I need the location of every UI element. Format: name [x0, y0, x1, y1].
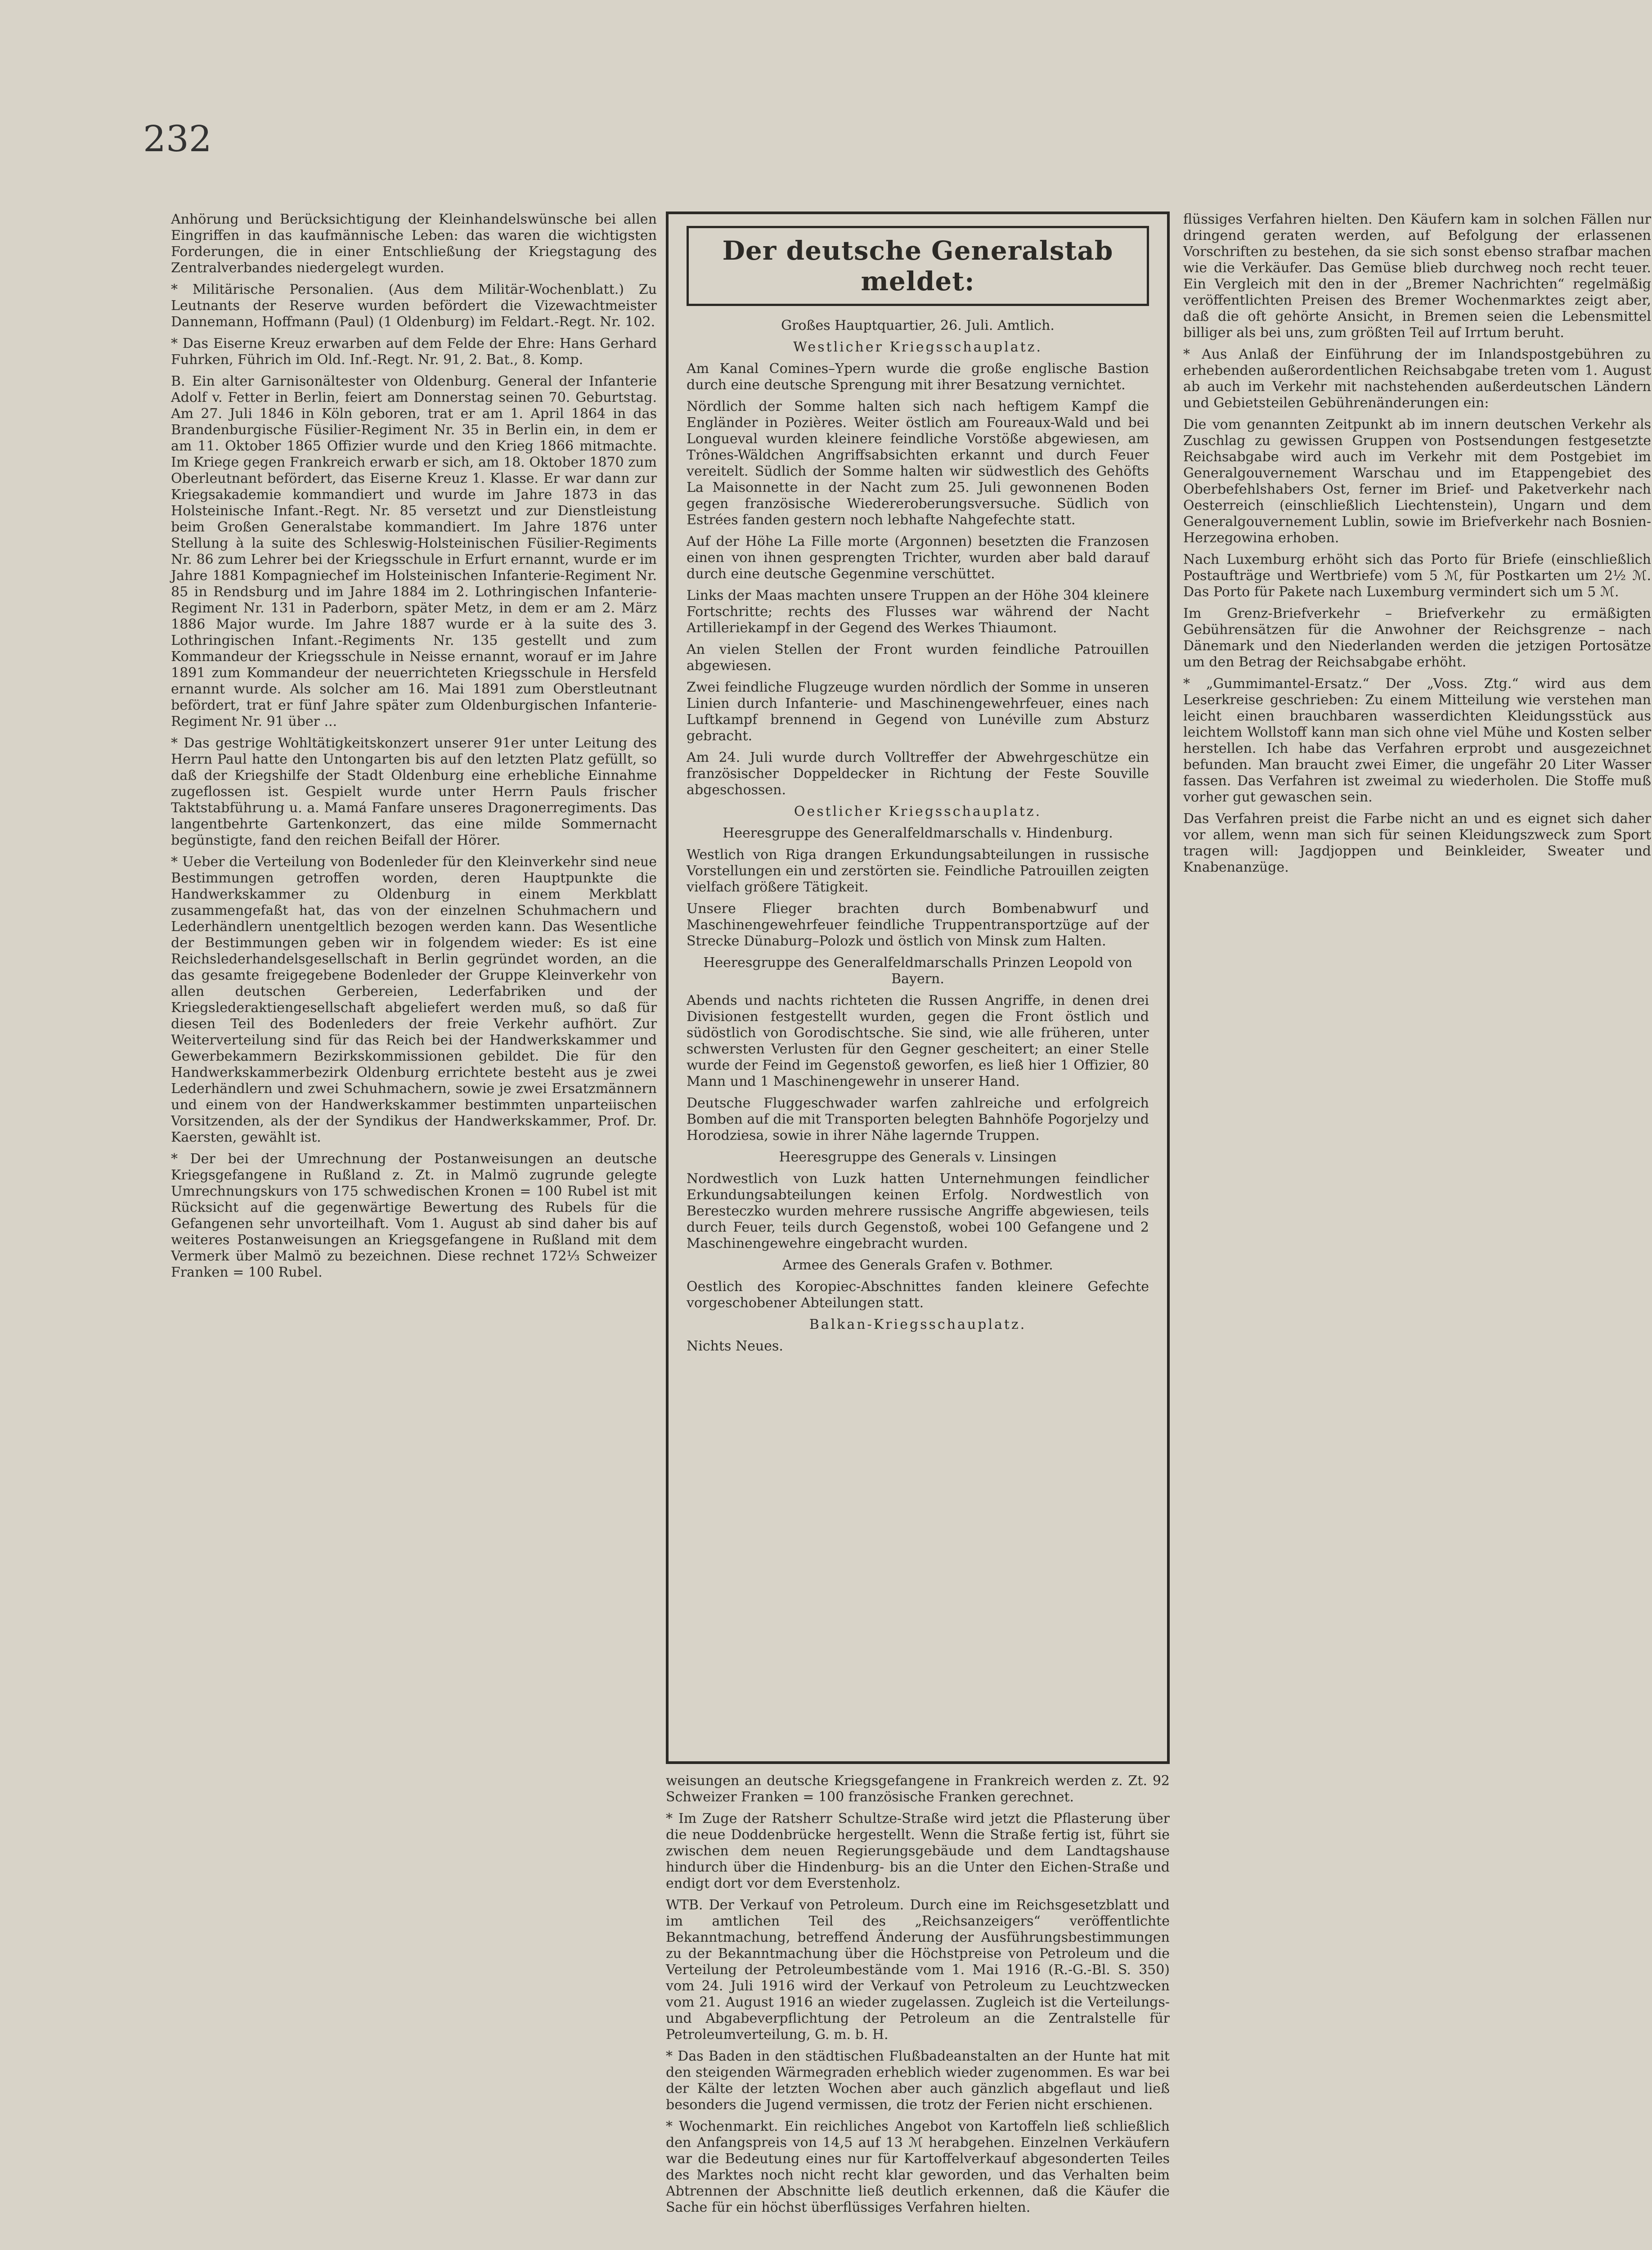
paragraph: Nordwestlich von Luzk hatten Unternehmungen feindlicher Erkundungsabteilungen keinen Erfolg. Nordwestlich von Beresteczko wurden mehrere russische Angriffe abgewiesen, teils durch Feuer, teils durch Gegenstoß, wobei 100 Gefangene und 2 Maschinengewehre eingebracht wurden.	[687, 1171, 1149, 1251]
army-group-heading: Heeresgruppe des Generals v. Linsingen	[779, 1149, 1057, 1165]
paragraph: Zwei feindliche Flugzeuge wurden nördlich der Somme in unseren Linien durch Infanterie- und Maschinengewehrfeuer, eines nach Luftkampf brennend in Gegend von Lunéville zum Absturz gebracht.	[687, 680, 1149, 744]
paragraph: weisungen an deutsche Kriegsgefangene in Frankreich werden z. Zt. 92 Schweizer Franken = 100 französische Franken gerechnet.	[666, 1773, 1170, 1805]
army-group-heading: Heeresgruppe des Generalfeldmarschalls v. Hindenburg.	[723, 825, 1113, 841]
report-title: Der deutsche Generalstab meldet:	[687, 226, 1149, 306]
paragraph: * Das gestrige Wohltätigkeitskonzert unserer 91er unter Leitung des Herrn Paul hatte den Untongarten bis auf den letzten Platz gefüllt, so daß der Kriegshilfe der Stadt Oldenburg eine erhebliche Einnahme zugeflossen ist. Gespielt wurde unter Herrn Pauls frischer Taktstabführung u. a. Mamá Fanfare unseres Dragonerregiments. Das langentbehrte Gartenkonzert, das eine milde Sommernacht begünstigte, fand den reichen Beifall der Hörer.	[171, 735, 657, 848]
section-heading-western: Westlicher Kriegsschauplatz.	[793, 339, 1043, 355]
army-heading: Armee des Generals Grafen v. Bothmer.	[782, 1257, 1053, 1273]
general-staff-report-box	[666, 212, 1170, 1764]
paragraph: * „Gummimantel-Ersatz.“ Der „Voss. Ztg.“ wird aus dem Leserkreise geschrieben: Zu einem Mitteilung wie verstehen man leicht einen brauchbaren wasserdichten Kleidungsstück aus leichtem Wollstoff kann man sich ohne viel Mühe und Kosten selber herstellen. Ich habe das Verfahren erprobt und ausgezeichnet befunden. Man braucht zwei Eimer, die ungefähr 20 Liter Wasser fassen. Das Verfahren ist zweimal zu wiederholen. Die Stoffe muß vorher gut gewaschen sein.	[1183, 676, 1651, 805]
paragraph: Im Grenz-Briefverkehr – Briefverkehr zu ermäßigten Gebührensätzen für die Anwohner der Reichsgrenze – nach Dänemark und den Niederlanden werden die jetzigen Portosätze um den Betrag der Reichsabgabe erhöht.	[1183, 606, 1651, 670]
report-dateline: Großes Hauptquartier, 26. Juli. Amtlich.	[781, 318, 1055, 333]
paragraph: Die vom genannten Zeitpunkt ab im innern deutschen Verkehr als Zuschlag zu gewissen Gruppen von Postsendungen festgesetzte Reichsabgabe wird auch im Verkehr mit dem Postgebiet im Generalgouvernement Warschau und im Etappengebiet des Oberbefehlshabers Ost, ferner im Brief- und Paketverkehr nach Oesterreich (einschließlich Liechtenstein), Ungarn und dem Generalgouvernement Lublin, sowie im Briefverkehr nach Bosnien-Herzegowina erhoben.	[1183, 417, 1651, 546]
paragraph: * Ueber die Verteilung von Bodenleder für den Kleinverkehr sind neue Bestimmungen getroffen worden, deren Hauptpunkte die Handwerkskammer zu Oldenburg in einem Merkblatt zusammengefaßt hat, das von der einzelnen Schuhmachern und Lederhändlern unentgeltlich bezogen werden kann. Das Wesentliche der Bestimmungen geben wir in folgendem wieder: Es ist eine Reichslederhandelsgesellschaft in Berlin gegründet worden, an die das gesamte freigegebene Bodenleder der Gruppe Kleinverkehr von allen deutschen Gerbereien, Lederfabriken und der Kriegslederaktiengesellschaft abgeliefert werden muß, so daß für diesen Teil des Bodenleders der freie Verkehr aufhört. Zur Weiterverteilung sind für das Reich bei der Handwerkskammer und Gewerbekammern Bezirkskommissionen gebildet. Die für den Handwerkskammerbezirk Oldenburg errichtete besteht aus je zwei Lederhändlern und zwei Schuhmachern, sowie je zwei Ersatzmännern und einem von der Handwerkskammer bestimmten unparteiischen Vorsitzenden, als der der Syndikus der Handwerkskammer, Prof. Dr. Kaersten, gewählt ist.	[171, 854, 657, 1145]
middle-column-bottom	[666, 1773, 1170, 2221]
paragraph: WTB. Der Verkauf von Petroleum. Durch eine im Reichsgesetzblatt und im amtlichen Teil des „Reichsanzeigers“ veröffentlichte Bekanntmachung, betreffend Änderung der Ausführungsbestimmungen zu der Bekanntmachung über die Höchstpreise von Petroleum und die Verteilung der Petroleumbestände vom 1. Mai 1916 (R.-G.-Bl. S. 350) vom 24. Juli 1916 wird der Verkauf von Petroleum zu Leuchtzwecken vom 21. August 1916 an wieder zugelassen. Zugleich ist die Verteilungs- und Abgabeverpflichtung der Petroleum an die Zentralstelle für Petroleumverteilung, G. m. b. H.	[666, 1897, 1170, 2043]
paragraph: Das Verfahren preist die Farbe nicht an und es eignet sich daher vor allem, wenn man sich für seinen Kleidungszweck zum Sport tragen will: Jagdjoppen und Beinkleider, Sweater und Knabenanzüge.	[1183, 811, 1651, 875]
paragraph: Deutsche Fluggeschwader warfen zahlreiche und erfolgreich Bomben auf die mit Transporten belegten Bahnhöfe Pogorjelzy und Horodziesa, sowie in ihrer Nähe lagernde Truppen.	[687, 1095, 1149, 1143]
paragraph: * Aus Anlaß der Einführung der im Inlandspostgebühren zu erhebenden außerordentlichen Reichsabgabe treten vom 1. August ab auch im Verkehr mit nachstehenden außerdeutschen Ländern und Gebietsteilen Gebührenänderungen ein:	[1183, 346, 1651, 411]
section-heading-balkan: Balkan-Kriegsschauplatz.	[809, 1317, 1027, 1332]
section-heading-eastern: Oestlicher Kriegsschauplatz.	[794, 804, 1042, 819]
paragraph: Nach Luxemburg erhöht sich das Porto für Briefe (einschließlich Postaufträge und Wertbriefe) vom 5 ℳ, für Postkarten um 2½ ℳ. Das Porto für Pakete nach Luxemburg vermindert sich um 5 ℳ.	[1183, 552, 1651, 600]
paragraph: Links der Maas machten unsere Truppen an der Höhe 304 kleinere Fortschritte; rechts des Flusses war während der Nacht Artilleriekampf in der Gegend des Werkes Thiaumont.	[687, 588, 1149, 636]
paragraph: * Im Zuge der Ratsherr Schultze-Straße wird jetzt die Pflasterung über die neue Doddenbrücke hergestellt. Wenn die Straße fertig ist, führt sie zwischen dem neuen Regierungsgebäude und dem Landtagshause hindurch über die Hindenburg- bis an die Unter den Eichen-Straße und endigt dort vor dem Everstenholz.	[666, 1811, 1170, 1891]
paragraph: Westlich von Riga drangen Erkundungsabteilungen in russische Vorstellungen ein und zerstörten sie. Feindliche Patrouillen zeigten vielfach größere Tätigkeit.	[687, 847, 1149, 895]
left-column	[171, 212, 657, 1286]
paragraph: Nichts Neues.	[687, 1338, 783, 1354]
army-group-heading: Heeresgruppe des Generalfeldmarschalls Prinzen Leopold von Bayern.	[703, 955, 1132, 987]
paragraph: Oestlich des Koropiec-Abschnittes fanden kleinere Gefechte vorgeschobener Abteilungen statt.	[687, 1279, 1149, 1311]
paragraph: * Das Baden in den städtischen Flußbadeanstalten an der Hunte hat mit den steigenden Wärmegraden erheblich wieder zugenommen. Es war bei der Kälte der letzten Wochen aber auch gänzlich abgeflaut und ließ besonders die Jugend vermissen, die trotz der Ferien nicht erschienen.	[666, 2048, 1170, 2113]
paragraph: Am 24. Juli wurde durch Volltreffer der Abwehrgeschütze ein französischer Doppeldecker in Richtung der Feste Souville abgeschossen.	[687, 750, 1149, 798]
paragraph: An vielen Stellen der Front wurden feindliche Patrouillen abgewiesen.	[687, 642, 1149, 674]
paragraph: flüssiges Verfahren hielten. Den Käufern kam in solchen Fällen nur dringend geraten werden, auf Befolgung der erlassenen Vorschriften zu bestehen, da sie sich sonst ebenso strafbar machen wie die Verkäufer. Das Gemüse blieb durchweg noch recht teuer. Ein Vergleich mit den in der „Bremer Nachrichten“ regelmäßig veröffentlichten Preisen des Bremer Wochenmarktes zeigt aber, daß die oft gehörte Ansicht, in Bremen seien die Lebensmittel billiger als bei uns, zum größten Teil auf Irrtum beruht.	[1183, 212, 1651, 341]
page-number: 232	[143, 118, 212, 160]
paragraph: * Militärische Personalien. (Aus dem Militär-Wochenblatt.) Zu Leutnants der Reserve wurden befördert die Vizewachtmeister Dannemann, Hoffmann (Paul) (1 Oldenburg) im Feldart.-Regt. Nr. 102.	[171, 282, 657, 330]
paragraph: Nördlich der Somme halten sich nach heftigem Kampf die Engländer in Pozières. Weiter östlich am Foureaux-Wald und bei Longueval wurden kleinere feindliche Vorstöße abgewiesen, am Trônes-Wäldchen Angriffsabsichten erkannt und durch Feuer vereitelt. Südlich der Somme halten wir südwestlich des Gehöfts La Maisonnette in der Nacht zum 25. Juli gewonnenen Boden gegen französische Wiedereroberungsversuche. Südlich von Estrées fanden gestern noch lebhafte Nahgefechte statt.	[687, 399, 1149, 528]
paragraph: * Das Eiserne Kreuz erwarben auf dem Felde der Ehre: Hans Gerhard Fuhrken, Führich im Old. Inf.-Regt. Nr. 91, 2. Bat., 8. Komp.	[171, 336, 657, 368]
paragraph: * Wochenmarkt. Ein reichliches Angebot von Kartoffeln ließ schließlich den Anfangspreis von 14,5 auf 13 ℳ herabgehen. Einzelnen Verkäufern war die Bedeutung eines nur für Kartoffelverkauf abgesonderten Teiles des Marktes noch nicht recht klar geworden, und das Verhalten beim Abtrennen der Abschnitte ließ deutlich erkennen, daß die Käufer die Sache für ein höchst überflüssiges Verfahren hielten.	[666, 2119, 1170, 2215]
paragraph: B. Ein alter Garnisonältester von Oldenburg. General der Infanterie Adolf v. Fetter in Berlin, feiert am Donnerstag seinen 70. Geburtstag. Am 27. Juli 1846 in Köln geboren, trat er am 1. April 1864 in das Brandenburgische Füsilier-Regiment Nr. 35 in Berlin ein, in dem er am 11. Oktober 1865 Offizier wurde und den Krieg 1866 mitmachte. Im Kriege gegen Frankreich erwarb er sich, am 18. Oktober 1870 zum Oberleutnant befördert, das Eiserne Kreuz 1. Klasse. Er war dann zur Kriegsakademie kommandiert und wurde im Jahre 1873 in das Holsteinische Infant.-Regt. Nr. 85 versetzt und zur Dienstleistung beim Großen Generalstabe kommandiert. Im Jahre 1876 unter Stellung à la suite des Schleswig-Holsteinischen Füsilier-Regiments Nr. 86 zum Lehrer bei der Kriegsschule in Erfurt ernannt, wurde er im Jahre 1881 Kompagniechef im Holsteinischen Infanterie-Regiment Nr. 85 in Rendsburg und im Jahre 1884 im 2. Lothringischen Infanterie-Regiment Nr. 131 in Paderborn, später Metz, in dem er am 2. März 1886 Major wurde. Im Jahre 1887 wurde er à la suite des 3. Lothringischen Infant.-Regiments Nr. 135 gestellt und zum Kommandeur der Kriegsschule in Neisse ernannt, worauf er im Jahre 1891 zum Kommandeur der neuerrichteten Kriegsschule in Hersfeld ernannt wurde. Als solcher am 16. Mai 1891 zum Oberstleutnant befördert, trat er fünf Jahre später zum Oldenburgischen Infanterie-Regiment Nr. 91 über ...	[171, 374, 657, 729]
paragraph: Abends und nachts richteten die Russen Angriffe, in denen drei Divisionen festgestellt wurden, gegen die Front östlich und südöstlich von Gorodischtsche. Sie sind, wie alle früheren, unter schwersten Verlusten für den Gegner gescheitert; an einer Stelle wurde der Feind im Gegenstoß geworfen, es ließ hier 1 Offizier, 80 Mann und 1 Maschinengewehr in unserer Hand.	[687, 993, 1149, 1089]
paragraph: Unsere Flieger brachten durch Bombenabwurf und Maschinengewehrfeuer feindliche Truppentransportzüge auf der Strecke Dünaburg–Polozk und östlich von Minsk zum Halten.	[687, 901, 1149, 949]
right-column	[1183, 212, 1651, 881]
paragraph: * Der bei der Umrechnung der Postanweisungen an deutsche Kriegsgefangene in Rußland z. Zt. in Malmö zugrunde gelegte Umrechnungskurs von 175 schwedischen Kronen = 100 Rubel ist mit Rücksicht auf die gegenwärtige Bewertung des Rubels für die Gefangenen sehr unvorteilhaft. Vom 1. August ab sind daher bis auf weiteres Postanweisungen an Kriegsgefangene in Rußland mit dem Vermerk über Malmö zu bezeichnen. Diese rechnet 172⅓ Schweizer Franken = 100 Rubel.	[171, 1151, 657, 1280]
paragraph: Anhörung und Berücksichtigung der Kleinhandelswünsche bei allen Eingriffen in das kaufmännische Leben: das waren die wichtigsten Forderungen, die in einer Entschließung der Kriegstagung des Zentralverbandes niedergelegt wurden.	[171, 212, 657, 276]
paragraph: Am Kanal Comines–Ypern wurde die große englische Bastion durch eine deutsche Sprengung mit ihrer Besatzung vernichtet.	[687, 361, 1149, 393]
paragraph: Auf der Höhe La Fille morte (Argonnen) besetzten die Franzosen einen von ihnen gesprengten Trichter, wurden aber bald darauf durch eine deutsche Gegenmine verschüttet.	[687, 534, 1149, 582]
